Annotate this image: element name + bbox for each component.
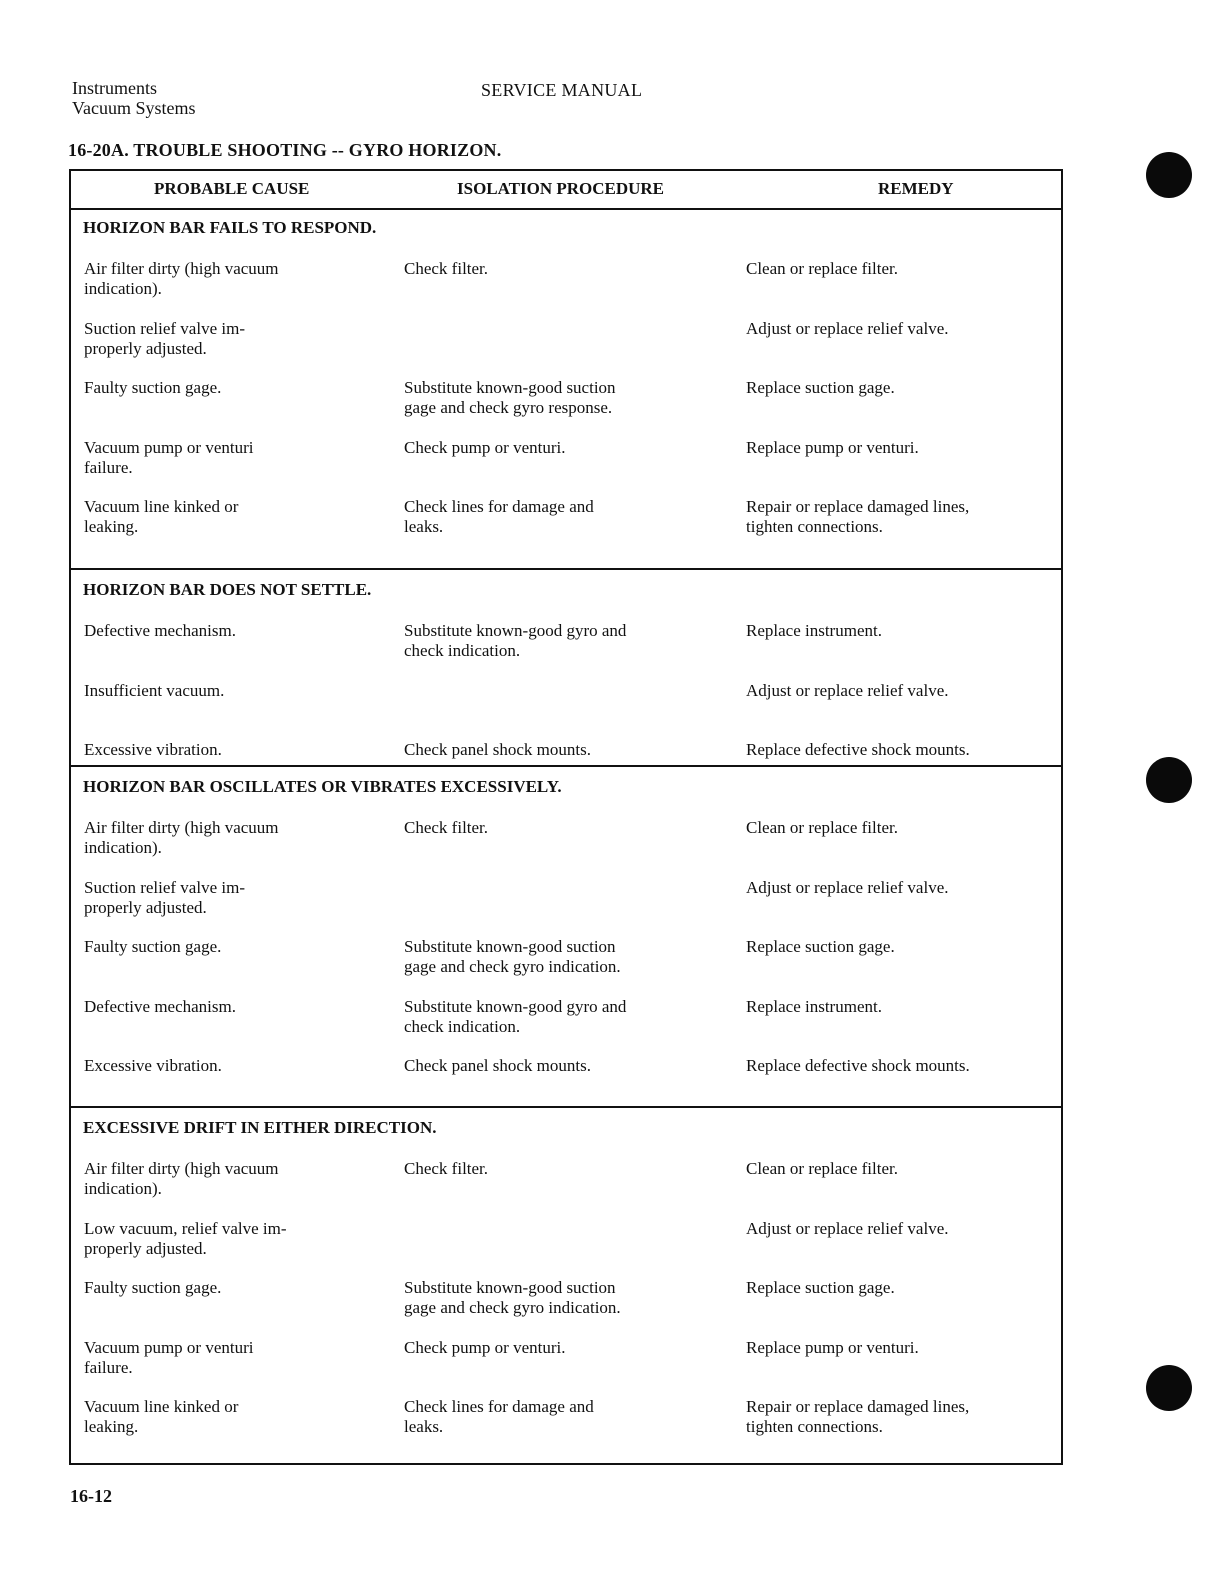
manual-title: SERVICE MANUAL: [481, 80, 643, 100]
isolation-procedure-cell: Substitute known-good suction gage and check gyro response.: [404, 378, 616, 417]
table-row: [71, 438, 1061, 486]
table-row: [71, 1397, 1061, 1445]
remedy-cell: Replace instrument.: [746, 621, 882, 640]
remedy-cell: Replace suction gage.: [746, 937, 895, 956]
probable-cause-cell: Vacuum line kinked or leaking.: [84, 497, 239, 536]
binder-hole-bottom: [1146, 1365, 1192, 1411]
table-row: [71, 878, 1061, 926]
probable-cause-cell: Faulty suction gage.: [84, 378, 222, 397]
isolation-procedure-cell: Check filter.: [404, 259, 489, 278]
table-row: [71, 259, 1061, 307]
probable-cause-cell: Air filter dirty (high vacuum indication).: [84, 259, 279, 298]
remedy-cell: Adjust or replace relief valve.: [746, 1218, 949, 1238]
remedy-cell: Clean or replace filter.: [746, 259, 898, 278]
remedy-cell: Replace pump or venturi.: [746, 437, 919, 457]
probable-cause-cell: Faulty suction gage.: [84, 937, 222, 956]
probable-cause-cell: Excessive vibration.: [84, 1056, 222, 1075]
probable-cause-cell: Air filter dirty (high vacuum indication).: [84, 1159, 279, 1198]
isolation-procedure-cell: Check filter.: [404, 1159, 489, 1178]
isolation-procedure-cell: Substitute known-good gyro and check indication.: [404, 996, 627, 1036]
trouble-group: [71, 568, 1061, 759]
probable-cause-cell: Vacuum line kinked or leaking.: [84, 1397, 239, 1436]
table-row: [71, 378, 1061, 426]
remedy-cell: Replace suction gage.: [746, 1278, 895, 1297]
remedy-cell: Replace defective shock mounts.: [746, 740, 970, 759]
table-row: [71, 1219, 1061, 1267]
probable-cause-cell: Faulty suction gage.: [84, 1278, 222, 1297]
remedy-cell: Adjust or replace relief valve.: [746, 680, 949, 700]
trouble-group: [71, 765, 1061, 1075]
troubleshooting-table: [69, 169, 1063, 1465]
header-line-instruments: Instruments: [72, 78, 157, 98]
header-section-label: [72, 78, 196, 118]
remedy-cell: Replace suction gage.: [746, 378, 895, 397]
table-row: [71, 681, 1061, 729]
probable-cause-cell: Suction relief valve im- properly adjusted.: [84, 877, 245, 917]
probable-cause-cell: Air filter dirty (high vacuum indication).: [84, 818, 279, 857]
isolation-procedure-cell: Substitute known-good suction gage and check gyro indication.: [404, 1278, 621, 1317]
remedy-cell: Adjust or replace relief valve.: [746, 318, 949, 338]
table-header: [71, 171, 1061, 210]
probable-cause-cell: Vacuum pump or venturi failure.: [84, 1337, 254, 1377]
header-line-vacuum-systems: Vacuum Systems: [72, 98, 196, 118]
table-row: [71, 997, 1061, 1045]
binder-hole-middle: [1146, 757, 1192, 803]
probable-cause-cell: Insufficient vacuum.: [84, 680, 225, 700]
table-row: [71, 937, 1061, 985]
probable-cause-cell: Suction relief valve im- properly adjusted.: [84, 318, 245, 358]
isolation-procedure-cell: Check panel shock mounts.: [404, 740, 591, 759]
column-header-probable-cause: PROBABLE CAUSE: [154, 179, 310, 198]
table-row: [71, 497, 1061, 545]
isolation-procedure-cell: Substitute known-good suction gage and check gyro indication.: [404, 937, 621, 976]
binder-hole-top: [1146, 152, 1192, 198]
isolation-procedure-cell: Check pump or venturi.: [404, 437, 566, 457]
group-title: HORIZON BAR DOES NOT SETTLE.: [83, 580, 372, 599]
trouble-group: [71, 1106, 1061, 1436]
remedy-cell: Repair or replace damaged lines, tighten connections.: [746, 1397, 970, 1436]
probable-cause-cell: Excessive vibration.: [84, 740, 222, 759]
remedy-cell: Replace defective shock mounts.: [746, 1056, 970, 1075]
remedy-cell: Adjust or replace relief valve.: [746, 877, 949, 897]
table-row: [71, 621, 1061, 669]
remedy-cell: Clean or replace filter.: [746, 1159, 898, 1178]
column-header-isolation-procedure: ISOLATION PROCEDURE: [457, 179, 665, 198]
table-row: [71, 1056, 1061, 1104]
probable-cause-cell: Defective mechanism.: [84, 621, 236, 640]
section-title: 16-20A. TROUBLE SHOOTING -- GYRO HORIZON.: [68, 140, 502, 160]
isolation-procedure-cell: Check panel shock mounts.: [404, 1056, 591, 1075]
isolation-procedure-cell: Check filter.: [404, 818, 489, 837]
remedy-cell: Clean or replace filter.: [746, 818, 898, 837]
group-title: HORIZON BAR OSCILLATES OR VIBRATES EXCESSIVELY.: [83, 777, 562, 796]
column-header-remedy: REMEDY: [878, 179, 954, 198]
table-row: [71, 319, 1061, 367]
probable-cause-cell: Vacuum pump or venturi failure.: [84, 437, 254, 477]
group-title: HORIZON BAR FAILS TO RESPOND.: [83, 218, 377, 237]
page-number: 16-12: [70, 1486, 112, 1506]
remedy-cell: Repair or replace damaged lines, tighten connections.: [746, 497, 970, 536]
probable-cause-cell: Low vacuum, relief valve im- properly adjusted.: [84, 1218, 287, 1258]
table-row: [71, 1338, 1061, 1386]
isolation-procedure-cell: Check lines for damage and leaks.: [404, 1397, 594, 1436]
remedy-cell: Replace instrument.: [746, 996, 882, 1016]
group-title: EXCESSIVE DRIFT IN EITHER DIRECTION.: [83, 1118, 437, 1137]
table-row: [71, 1159, 1061, 1207]
remedy-cell: Replace pump or venturi.: [746, 1337, 919, 1357]
table-row: [71, 1278, 1061, 1326]
isolation-procedure-cell: Substitute known-good gyro and check indication.: [404, 621, 627, 660]
isolation-procedure-cell: Check pump or venturi.: [404, 1337, 566, 1357]
probable-cause-cell: Defective mechanism.: [84, 996, 236, 1016]
table-row: [71, 818, 1061, 866]
isolation-procedure-cell: Check lines for damage and leaks.: [404, 497, 594, 536]
